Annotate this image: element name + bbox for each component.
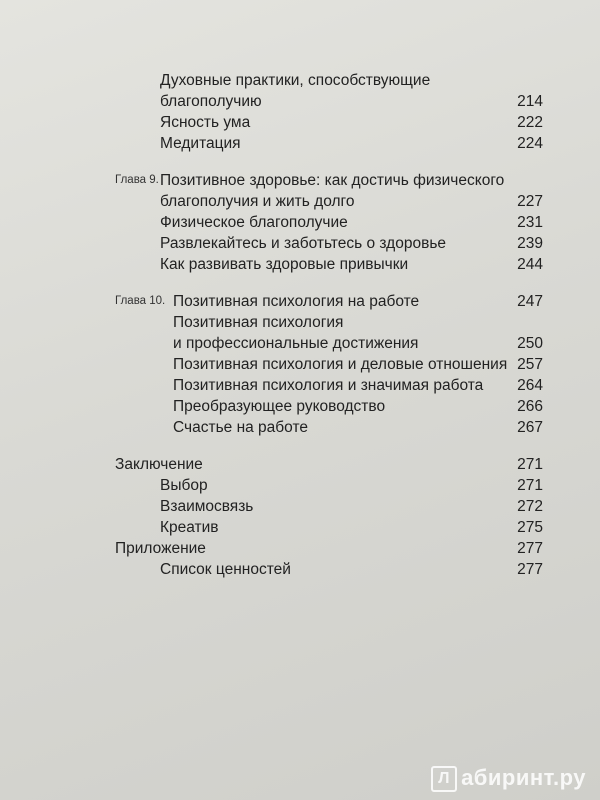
toc-entry-page: 277 [517, 561, 543, 578]
toc-entry-label: Позитивная психология и значимая работа [173, 377, 484, 394]
toc-entry-page: 227 [517, 193, 543, 210]
toc-entry-page: 277 [517, 540, 543, 557]
toc-entry-label: Духовные практики, способствующие [160, 72, 431, 89]
toc-entry-page: 264 [517, 377, 543, 394]
toc-entry-page: 267 [517, 419, 543, 436]
conclusion-title [115, 454, 543, 475]
toc-entry-page: 244 [517, 256, 543, 273]
toc-entry-label: и профессиональные достижения [173, 335, 419, 352]
toc-entry-label: Приложение [115, 540, 206, 557]
toc-entry-label: Позитивная психология и деловые отношения [173, 356, 508, 373]
toc-entry-page: 250 [517, 335, 543, 352]
toc-entry-page: 239 [517, 235, 543, 252]
toc-entry [115, 70, 543, 91]
toc-entry-label: Выбор [160, 477, 208, 494]
toc-entry-label: благополучия и жить долго [160, 193, 355, 210]
toc-entry-label: Медитация [160, 135, 241, 152]
toc-entry-page: 275 [517, 519, 543, 536]
toc-entry [115, 396, 543, 417]
toc-entry [115, 517, 543, 538]
toc-entry-page: 272 [517, 498, 543, 515]
toc-entry [115, 333, 543, 354]
watermark-text: абиринт.ру [461, 764, 586, 790]
toc-entry [115, 191, 543, 212]
toc-entry-label: Креатив [160, 519, 219, 536]
toc-entry-label: Физическое благополучие [160, 214, 348, 231]
toc-entry [115, 133, 543, 154]
chapter-9-title [115, 170, 543, 191]
toc-entry-page: 271 [517, 456, 543, 473]
toc-entry [115, 91, 543, 112]
table-of-contents [115, 70, 543, 580]
toc-entry [115, 496, 543, 517]
chapter-10-title [115, 291, 543, 312]
appendix-title [115, 538, 543, 559]
toc-entry-page: 247 [517, 293, 543, 310]
toc-entry [115, 559, 543, 580]
toc-entry [115, 233, 543, 254]
toc-entry [115, 254, 543, 275]
toc-entry-label: Как развивать здоровые привычки [160, 256, 409, 273]
toc-entry [115, 417, 543, 438]
toc-entry-page: 257 [517, 356, 543, 373]
toc-entry-label: Преобразующее руководство [173, 398, 386, 415]
toc-entry-page: 214 [517, 93, 543, 110]
toc-entry-page: 271 [517, 477, 543, 494]
toc-entry-label: Ясность ума [160, 114, 251, 131]
toc-entry [115, 375, 543, 396]
toc-entry-label: Позитивная психология на работе [173, 293, 420, 310]
toc-entry-label: Список ценностей [160, 561, 291, 578]
toc-entry-page: 222 [517, 114, 543, 131]
toc-entry [115, 312, 543, 333]
toc-entry-label: Заключение [115, 456, 203, 473]
chapter-prefix: Глава 9. [115, 174, 159, 186]
chapter-prefix: Глава 10. [115, 295, 166, 307]
labirint-logo-icon: Л [431, 766, 457, 792]
toc-entry [115, 354, 543, 375]
labirint-watermark [431, 765, 586, 792]
toc-entry-label: Развлекайтесь и заботьтесь о здоровье [160, 235, 447, 252]
toc-entry-label: благополучию [160, 93, 262, 110]
toc-entry-label: Взаимосвязь [160, 498, 254, 515]
toc-entry-page: 231 [517, 214, 543, 231]
toc-entry [115, 475, 543, 496]
toc-entry-label: Счастье на работе [173, 419, 308, 436]
toc-entry [115, 212, 543, 233]
toc-entry-label: Позитивная психология [173, 314, 344, 331]
toc-entry-page: 224 [517, 135, 543, 152]
toc-entry [115, 112, 543, 133]
toc-entry-label: Позитивное здоровье: как достичь физического [160, 172, 505, 189]
toc-entry-page: 266 [517, 398, 543, 415]
